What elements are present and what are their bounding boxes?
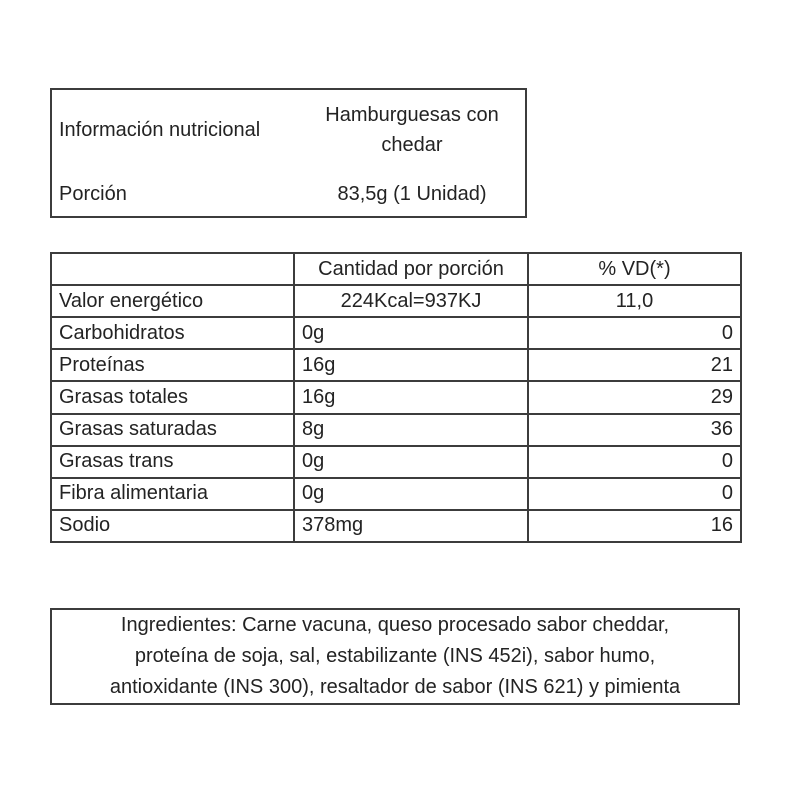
table-row — [51, 446, 741, 478]
row-label: Grasas trans — [51, 446, 294, 478]
header-row — [51, 253, 741, 285]
row-dv: 16 — [528, 510, 741, 542]
table-row — [51, 478, 741, 510]
table-row — [51, 510, 741, 542]
row-quantity: 16g — [294, 381, 528, 413]
row-quantity: 16g — [294, 349, 528, 381]
product-name-cell — [299, 90, 525, 170]
row-label: Grasas totales — [51, 381, 294, 413]
row-label: Fibra alimentaria — [51, 478, 294, 510]
info-table-title: Información nutricional — [59, 118, 261, 141]
table-row — [51, 285, 741, 317]
portion-label: Porción — [59, 183, 127, 205]
ingredients-text-line: antioxidante (INS 300), resaltador de sabor (INS 621) y pimienta — [109, 676, 681, 698]
row-quantity: 0g — [294, 317, 528, 349]
row-quantity: 224Kcal=937KJ — [294, 285, 528, 317]
row-dv: 0 — [528, 317, 741, 349]
row-label: Sodio — [51, 510, 294, 542]
row-dv: 0 — [528, 478, 741, 510]
row-dv: 29 — [528, 381, 741, 413]
portion-value: 83,5g (1 Unidad) — [337, 183, 487, 205]
row-label: Proteínas — [51, 349, 294, 381]
row-label: Valor energético — [51, 285, 294, 317]
ingredients-box — [50, 608, 740, 705]
product-name: Hamburguesas con chedar — [325, 104, 499, 156]
row-dv: 11,0 — [528, 285, 741, 317]
ingredients-text-line: Ingredientes: Carne vacuna, queso procesado sabor cheddar, — [120, 614, 670, 636]
col-header-dv: % VD(*) — [528, 253, 741, 285]
table-row — [51, 381, 741, 413]
row-quantity: 8g — [294, 414, 528, 446]
row-quantity: 0g — [294, 478, 528, 510]
table-row — [51, 317, 741, 349]
nutrition-table — [50, 252, 742, 543]
row-quantity: 378mg — [294, 510, 528, 542]
ingredients-text-line: proteína de soja, sal, estabilizante (INS 452i), sabor humo, — [134, 645, 656, 667]
col-header-empty — [51, 253, 294, 285]
col-header-quantity: Cantidad por porción — [294, 253, 528, 285]
row-dv: 0 — [528, 446, 741, 478]
row-label: Carbohidratos — [51, 317, 294, 349]
table-row — [51, 349, 741, 381]
info-table — [50, 88, 527, 218]
row-quantity: 0g — [294, 446, 528, 478]
row-dv: 21 — [528, 349, 741, 381]
row-dv: 36 — [528, 414, 741, 446]
row-label: Grasas saturadas — [51, 414, 294, 446]
table-row — [51, 414, 741, 446]
